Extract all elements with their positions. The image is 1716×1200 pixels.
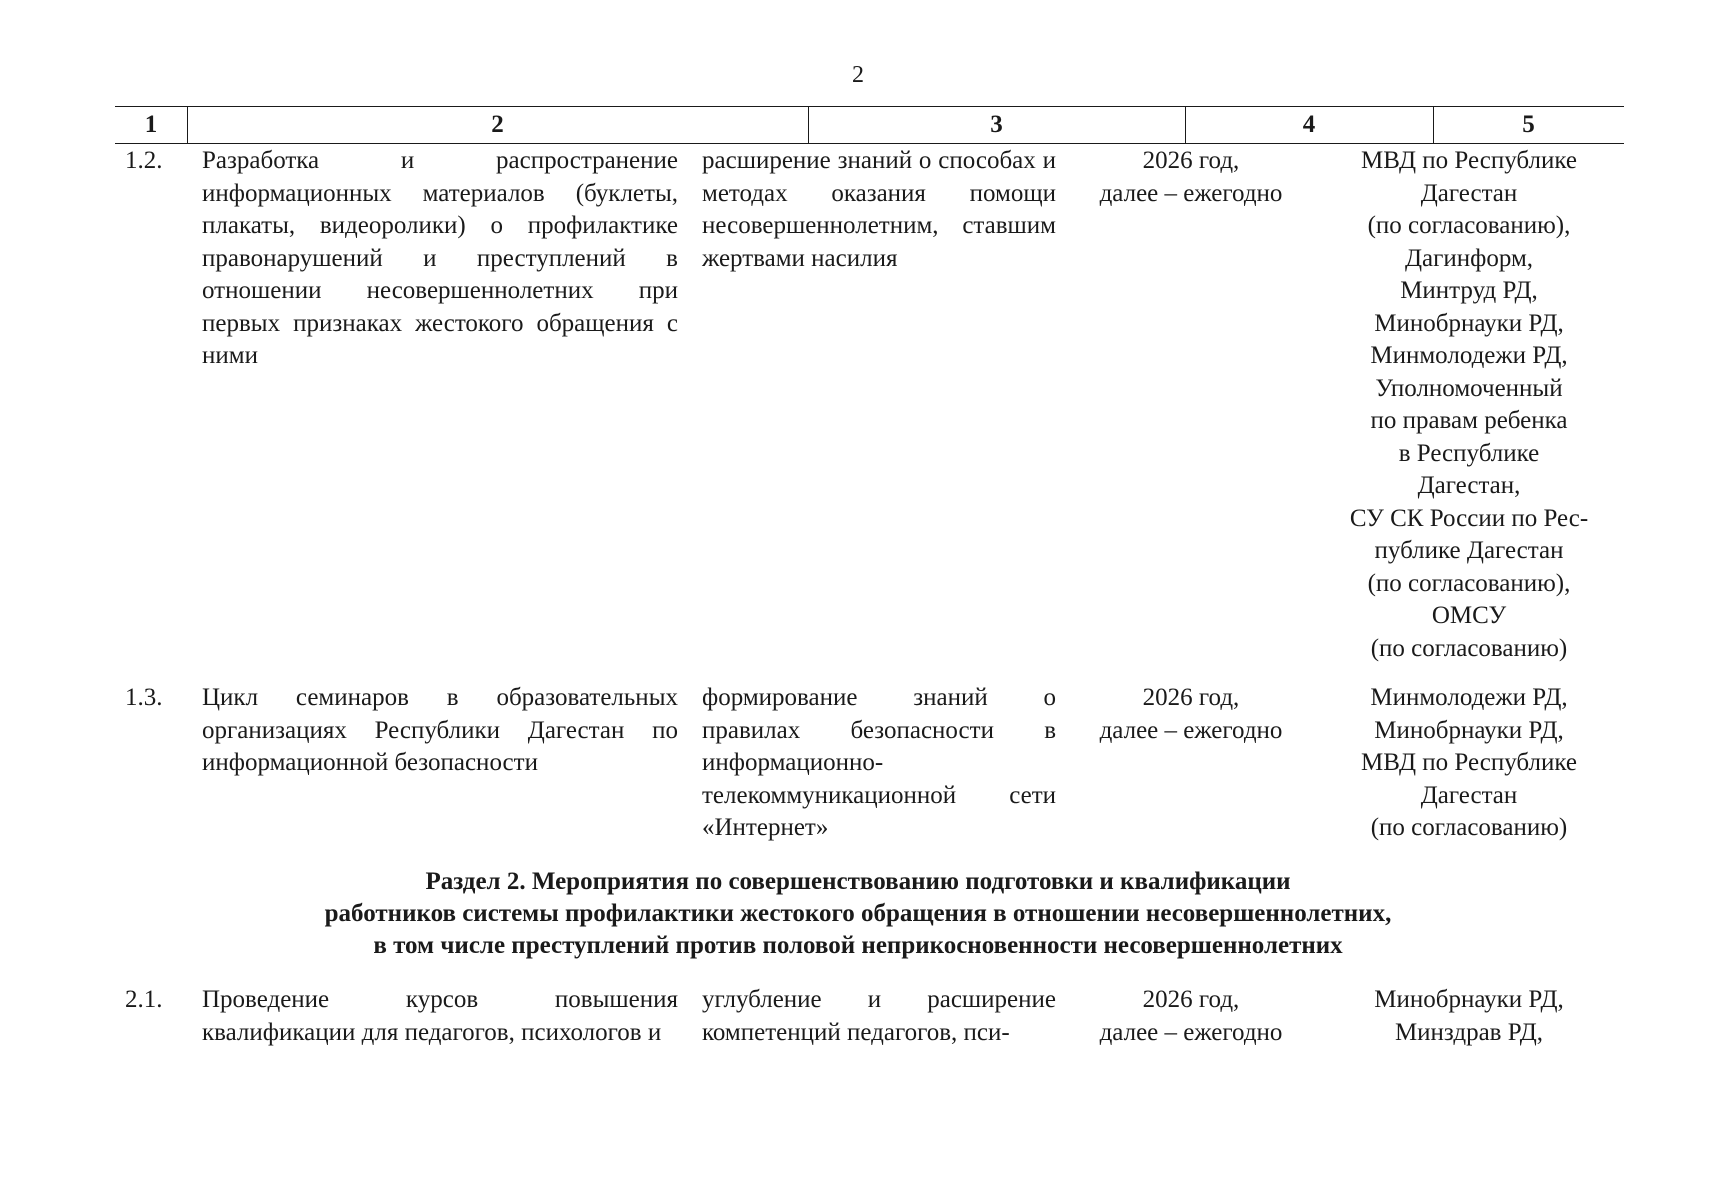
responsible-line: Минмолодежи РД,	[1370, 684, 1568, 711]
responsible-executors	[1325, 145, 1613, 665]
section-heading-line: Раздел 2. Мероприятия по совершенствованию подготовки и квалификации	[425, 868, 1291, 895]
term-line: 2026 год,	[1142, 147, 1240, 174]
section-heading-line: работников системы профилактики жестокого обращения в отношении несовершеннолетних,	[324, 900, 1392, 927]
responsible-line: Минздрав РД,	[1394, 1018, 1544, 1046]
header-col-1: 1	[144, 111, 158, 138]
responsible-line: Уполномоченный	[1375, 374, 1563, 402]
responsible-line: Дагестан,	[1417, 472, 1521, 499]
expected-result: расширение знаний о способах и методах оказания помощи несовершеннолетним, ставшим жертвами насилия	[702, 147, 1056, 272]
section-2-heading	[0, 866, 1716, 962]
term-line: 2026 год,	[1142, 986, 1240, 1013]
header-col-4: 4	[1302, 111, 1316, 138]
responsible-line: МВД по Республике	[1361, 147, 1577, 174]
table-header	[115, 106, 1624, 144]
responsible-executors	[1325, 682, 1613, 845]
responsible-line: ОМСУ	[1431, 602, 1507, 629]
term	[1080, 682, 1302, 747]
responsible-line: СУ СК России по Рес-	[1349, 504, 1589, 532]
responsible-line: Дагестан	[1420, 781, 1518, 809]
responsible-line: Дагестан	[1420, 179, 1518, 207]
responsible-line: Минобрнауки РД,	[1374, 309, 1564, 337]
term	[1080, 145, 1302, 210]
section-heading-line: в том числе преступлений против половой неприкосновенности несовершеннолетних	[373, 932, 1343, 959]
term	[1080, 984, 1302, 1049]
expected-result: углубление и расширение компетенций педагогов, пси-	[702, 986, 1056, 1046]
term-line: 2026 год,	[1142, 684, 1240, 711]
responsible-line: в Республике	[1398, 439, 1540, 467]
responsible-line: Дагинформ,	[1404, 244, 1534, 272]
expected-result: формирование знаний о правилах безопасности в информационно-телекоммуникационной сети «Интернет»	[702, 684, 1056, 841]
term-line: далее – ежегодно	[1099, 1018, 1283, 1046]
responsible-executors	[1325, 984, 1613, 1049]
responsible-line: Минтруд РД,	[1400, 277, 1538, 304]
responsible-line: (по согласованию),	[1367, 569, 1571, 597]
term-line: далее – ежегодно	[1099, 179, 1283, 207]
header-col-5: 5	[1522, 111, 1535, 138]
activity-name: Проведение курсов повышения квалификации для педагогов, психологов и	[202, 986, 678, 1046]
row-number: 2.1.	[125, 986, 163, 1013]
responsible-line: Минобрнауки РД,	[1374, 716, 1564, 744]
responsible-line: публике Дагестан	[1374, 537, 1564, 564]
term-line: далее – ежегодно	[1099, 716, 1283, 744]
row-number: 1.2.	[125, 147, 163, 174]
responsible-line: (по согласованию)	[1370, 814, 1568, 841]
responsible-line: Минобрнауки РД,	[1374, 986, 1564, 1013]
row-number: 1.3.	[125, 684, 163, 711]
responsible-line: по правам ребенка	[1370, 407, 1568, 434]
activity-name: Разработка и распространение информационных материалов (буклеты, плакаты, видеоролики) о профилактике правонарушений и преступлений в отношении несовершеннолетних при первых признаках жестокого обращения с ними	[202, 147, 678, 369]
page-number: 2	[852, 62, 864, 88]
responsible-line: (по согласованию)	[1370, 634, 1568, 662]
header-col-3: 3	[990, 111, 1003, 138]
activity-name: Цикл семинаров в образовательных организациях Республики Дагестан по информационной безопасности	[202, 684, 678, 776]
responsible-line: Минмолодежи РД,	[1370, 342, 1568, 369]
header-col-2: 2	[491, 111, 504, 138]
responsible-line: МВД по Республике	[1361, 749, 1577, 776]
responsible-line: (по согласованию),	[1367, 212, 1571, 239]
